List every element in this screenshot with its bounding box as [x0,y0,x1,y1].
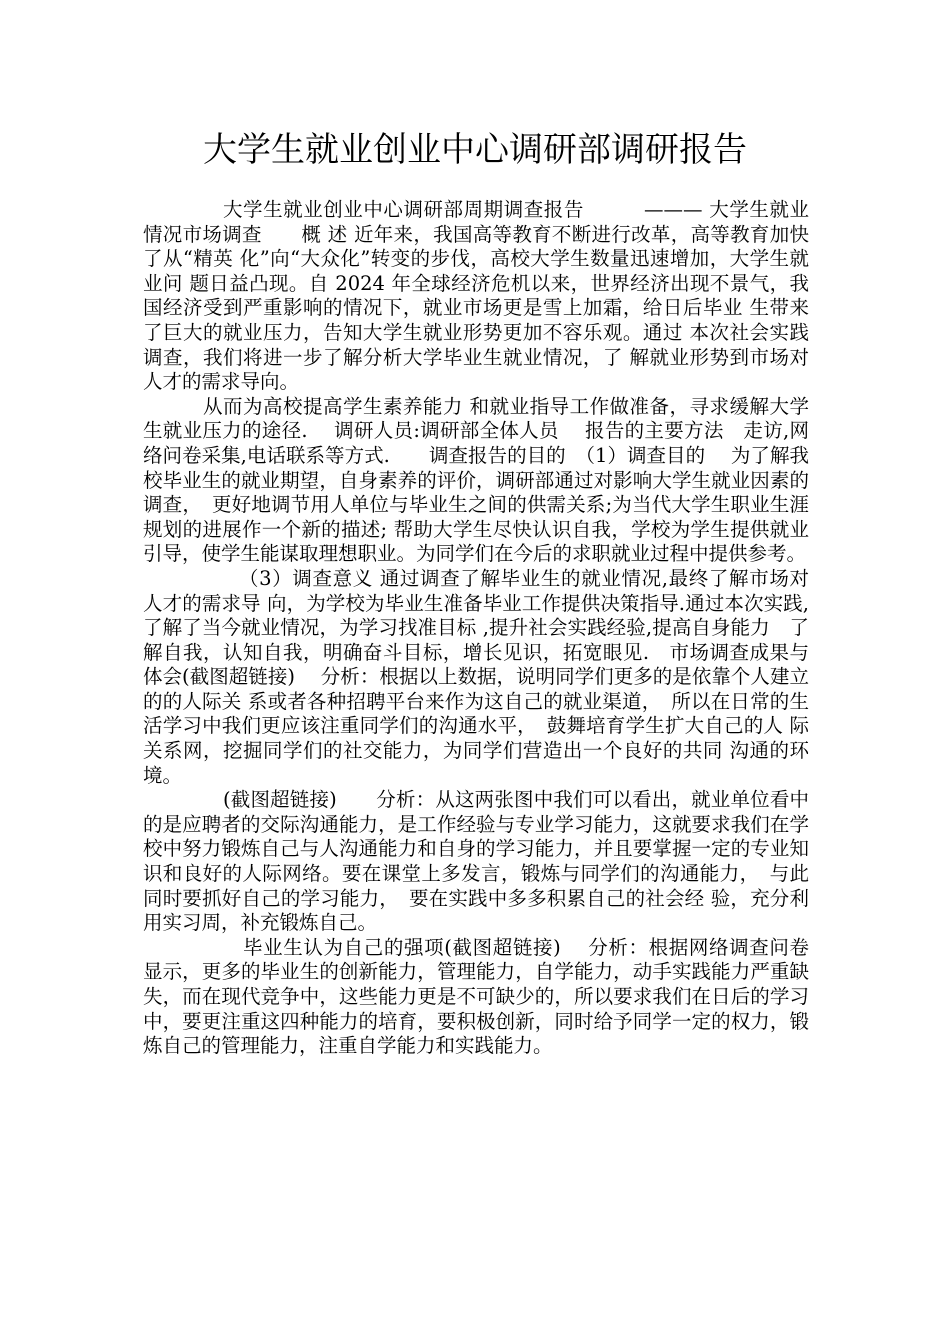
document-title: 大学生就业创业中心调研部调研报告 [203,130,747,170]
document-body [143,198,809,1059]
paragraph-overview: 大学生就业创业中心调研部周期调查报告 ——— 大学生就业情况市场调查 概 述 近年来，我国高等教育不断进行改革，高等教育加快了从“精英 化”向“大众化”转变的步伐，高校大学生数量迅速增加，大学生就业问 题日益凸现。自 2024 年全球经济危机以来，世界经济出现不景气，我 国经济受到严重影响的情况下，就业市场更是雪上加霜，给日后毕业 生带来了巨大的就业压力，告知大学生就业形势更加不容乐观。通过 本次社会实践调查，我们将进一步了解分析大学毕业生就业情况，了 解就业形势到市场对人才的需求导向。 [143,198,809,394]
paragraph-analysis-employers: (截图超链接) 分析：从这两张图中我们可以看出，就业单位看中的是应聘者的交际沟通能力，是工作经验与专业学习能力，这就要求我们在学校中努力锻炼自己与人沟通能力和自身的学习能力，并且要掌握一定的专业知识和良好的人际网络。要在课堂上多发言，锻炼与同学们的沟通能力， 与此同时要抓好自己的学习能力， 要在实践中多多积累自己的社会经 验，充分利用实习周，补充锻炼自己。 [143,788,809,935]
paragraph-purpose: 从而为高校提高学生素养能力 和就业指导工作做准备，寻求缓解大学生就业压力的途径. 调研人员:调研部全体人员 报告的主要方法 走访,网络问卷采集,电话联系等方式. 调查报告的目的 （1）调查目的 为了解我校毕业生的就业期望，自身素养的评价，调研部通过对影响大学生就业因素的调查， 更好地调节用人单位与毕业生之间的供需关系;为当代大学生职业生涯规划的进展作一个新的描述; 帮助大学生尽快认识自我，学校为学生提供就业引导，使学生能谋取理想职业。为同学们在今后的求职就业过程中提供参考。 [143,394,809,566]
paragraph-analysis-strengths: 毕业生认为自己的强项(截图超链接) 分析：根据网络调查问卷显示，更多的毕业生的创新能力，管理能力，自学能力，动手实践能力严重缺失，而在现代竞争中，这些能力更是不可缺少的，所以要求我们在日后的学习中，要更注重这四种能力的培育，要积极创新，同时给予同学一定的权力，锻炼自己的管理能力，注重自学能力和实践能力。 [143,935,809,1058]
paragraph-significance: （3）调查意义 通过调查了解毕业生的就业情况,最终了解市场对人才的需求导 向，为学校为毕业生准备毕业工作提供决策指导.通过本次实践,了解了当今就业情况，为学习找准目标 ,提升社会实践经验,提高自身能力 了解自我，认知自我，明确奋斗目标，增长见识，拓宽眼见. 市场调查成果与体会(截图超链接) 分析：根据以上数据，说明同学们更多的是依靠个人建立的的人际关 系或者各种招聘平台来作为这自己的就业渠道， 所以在日常的生活学习中我们更应该注重同学们的沟通水平， 鼓舞培育学生扩大自己的人 际关系网，挖掘同学们的社交能力，为同学们营造出一个良好的共同 沟通的环境。 [143,566,809,787]
